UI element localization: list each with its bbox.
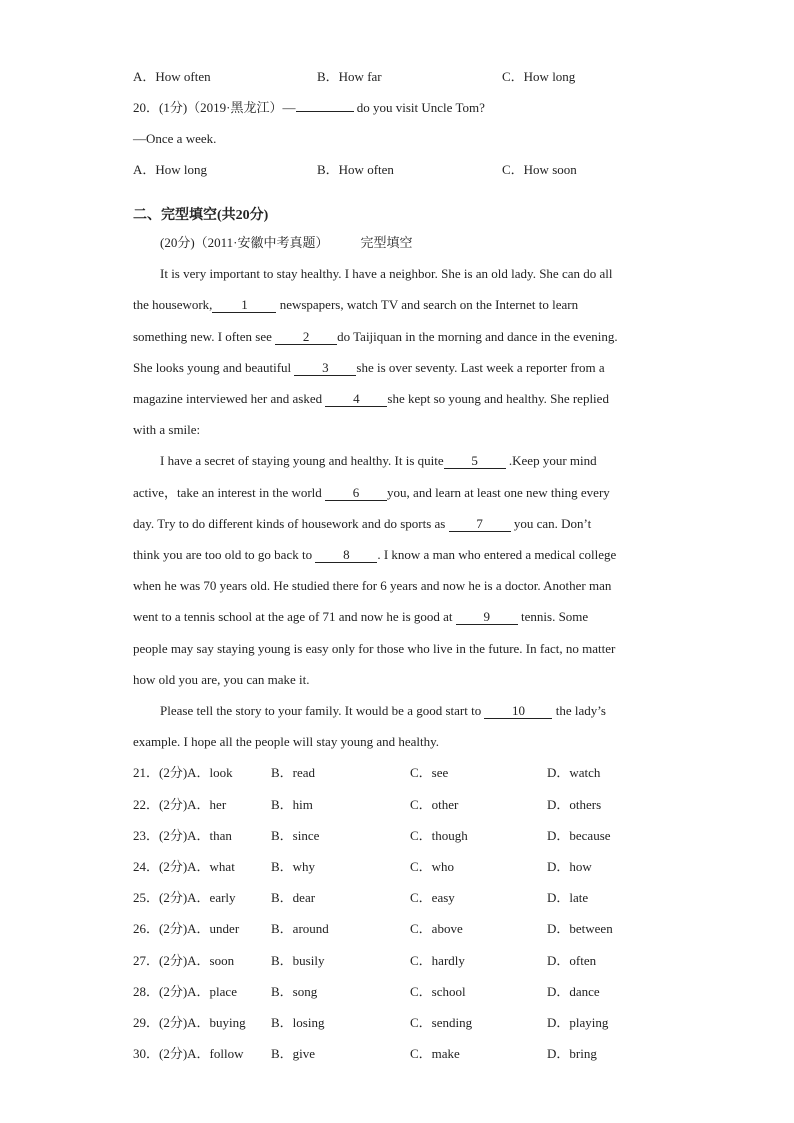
section-meta-text: (20分)（2011·安徽中考真题） [160, 235, 329, 250]
blank-9: 9 [456, 610, 518, 625]
passage-line: with a smile: [133, 422, 201, 437]
option-d: D．watch [547, 765, 601, 780]
text-run: something new. I often see [133, 329, 276, 344]
passage-line: example. I hope all the people will stay young and healthy. [133, 734, 440, 749]
option-b: B．around [271, 921, 329, 936]
option-b: B．give [271, 1046, 316, 1061]
section-subtitle: 完型填空 [360, 235, 413, 250]
q20-blank [296, 111, 354, 112]
text-run: magazine interviewed her and asked [133, 391, 326, 406]
option-b: B．him [271, 797, 313, 812]
text-run: She looks young and beautiful [133, 360, 295, 375]
text-run: newspapers, watch TV and search on the Internet to learn [276, 297, 579, 312]
question-num-option-a: 30．(2分)A．follow [133, 1046, 244, 1061]
q19-option-b: B．How far [317, 69, 382, 84]
blank-1: 1 [212, 298, 276, 313]
passage-line [133, 391, 609, 407]
passage-line [133, 329, 618, 345]
text-run: went to a tennis school at the age of 71 and now he is good at [133, 609, 456, 624]
blank-4: 4 [325, 392, 387, 407]
option-d: D．others [547, 797, 602, 812]
passage-line [133, 360, 605, 376]
option-c: C．who [410, 859, 455, 874]
blank-2: 2 [275, 330, 337, 345]
option-b: B．losing [271, 1015, 325, 1030]
text-run: the housework, [133, 297, 213, 312]
blank-10: 10 [484, 704, 552, 719]
blank-5: 5 [444, 454, 506, 469]
q20-answer-line: —Once a week. [133, 131, 217, 146]
question-num-option-a: 21．(2分)A．look [133, 765, 233, 780]
option-c: C．above [410, 921, 463, 936]
option-b: B．song [271, 984, 318, 999]
q19-option-a: A．How often [133, 69, 211, 84]
option-d: D．because [547, 828, 611, 843]
text-run: Please tell the story to your family. It would be a good start to [160, 703, 485, 718]
question-num-option-a: 22．(2分)A．her [133, 797, 227, 812]
option-d: D．how [547, 859, 592, 874]
text-run: I have a secret of staying young and healthy. It is quite [160, 453, 444, 468]
text-run: day. Try to do different kinds of housework and do sports as [133, 516, 449, 531]
passage-line: how old you are, you can make it. [133, 672, 310, 687]
option-c: C．school [410, 984, 466, 999]
option-d: D．between [547, 921, 613, 936]
passage-line [133, 485, 610, 501]
text-run: you, and learn at least one new thing every [387, 485, 610, 500]
blank-8: 8 [315, 548, 377, 563]
passage-line: when he was 70 years old. He studied there for 6 years and now he is a doctor. Another man [133, 578, 612, 593]
text-run: active，take an interest in the world [133, 485, 326, 500]
question-num-option-a: 24．(2分)A．what [133, 859, 235, 874]
text-run: she kept so young and healthy. She replied [387, 391, 609, 406]
section-title: 二、完型填空(共20分) [133, 208, 269, 223]
q20-stem-suffix: do you visit Uncle Tom? [353, 100, 485, 115]
question-num-option-a: 27．(2分)A．soon [133, 953, 235, 968]
text-run: tennis. Some [517, 609, 589, 624]
option-b: B．why [271, 859, 316, 874]
option-b: B．read [271, 765, 316, 780]
blank-3: 3 [294, 361, 356, 376]
question-num-option-a: 25．(2分)A．early [133, 890, 236, 905]
q20-option-c: C．How soon [502, 162, 577, 177]
option-d: D．bring [547, 1046, 597, 1061]
text-run: do Taijiquan in the morning and dance in the evening. [337, 329, 618, 344]
text-run: the lady’s [552, 703, 606, 718]
option-c: C．make [410, 1046, 460, 1061]
option-b: B．busily [271, 953, 325, 968]
passage-line: people may say staying young is easy only for those who live in the future. In fact, no matter [133, 641, 616, 656]
text-run: you can. Don’t [510, 516, 592, 531]
option-c: C．easy [410, 890, 455, 905]
q20-option-b: B．How often [317, 162, 394, 177]
text-run: she is over seventy. Last week a reporter from a [356, 360, 605, 375]
text-run: think you are too old to go back to [133, 547, 316, 562]
option-d: D．playing [547, 1015, 609, 1030]
option-c: C．see [410, 765, 449, 780]
option-c: C．though [410, 828, 468, 843]
text-run: . I know a man who entered a medical college [377, 547, 617, 562]
text-run: .Keep your mind [505, 453, 597, 468]
q20-option-a: A．How long [133, 162, 208, 177]
option-c: C．hardly [410, 953, 465, 968]
q19-option-c: C．How long [502, 69, 576, 84]
passage-line [160, 703, 606, 719]
passage-line [133, 609, 588, 625]
passage-line [160, 453, 597, 469]
blank-6: 6 [325, 486, 387, 501]
blank-7: 7 [449, 517, 511, 532]
question-num-option-a: 29．(2分)A．buying [133, 1015, 246, 1030]
passage-line: It is very important to stay healthy. I have a neighbor. She is an old lady. She can do all [160, 266, 613, 281]
question-num-option-a: 26．(2分)A．under [133, 921, 240, 936]
question-num-option-a: 23．(2分)A．than [133, 828, 232, 843]
option-d: D．often [547, 953, 597, 968]
option-b: B．dear [271, 890, 316, 905]
option-c: C．sending [410, 1015, 473, 1030]
option-d: D．dance [547, 984, 600, 999]
passage-line [133, 516, 591, 532]
option-d: D．late [547, 890, 589, 905]
passage-line [133, 297, 578, 313]
option-c: C．other [410, 797, 459, 812]
section-meta [160, 235, 413, 251]
q20-stem [133, 100, 485, 116]
option-b: B．since [271, 828, 320, 843]
question-num-option-a: 28．(2分)A．place [133, 984, 237, 999]
q20-stem-prefix: 20．(1分)（2019·黑龙江）— [133, 100, 296, 115]
passage-line [133, 547, 616, 563]
